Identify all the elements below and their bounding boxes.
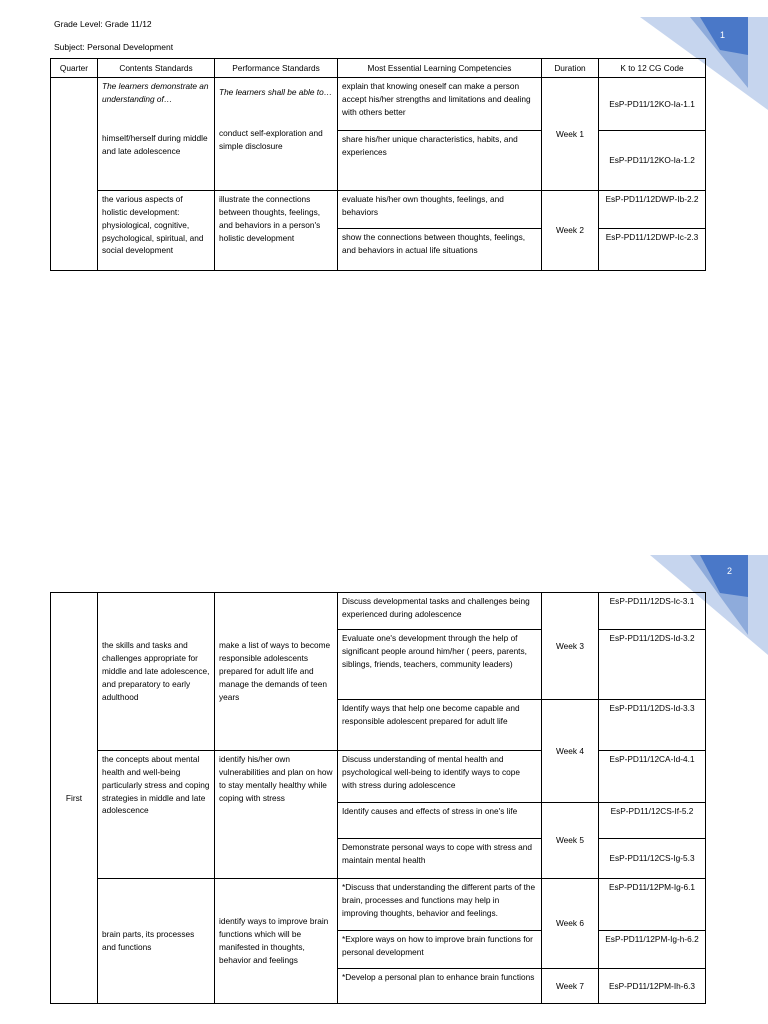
competency: explain that knowing oneself can make a person accept his/her strengths and limitations and dealing with others better bbox=[338, 78, 542, 131]
duration: Week 4 bbox=[542, 700, 599, 803]
content-standard: himself/herself during middle and late adolescence bbox=[102, 132, 208, 156]
performance-standard: identify ways to improve brain functions which will be manifested in thoughts, behavior and feelings bbox=[215, 879, 338, 1004]
cg-code: EsP-PD11/12CA-Id-4.1 bbox=[599, 751, 706, 803]
performance-standard-cell bbox=[215, 78, 338, 191]
competency: *Explore ways on how to improve brain functions for personal development bbox=[338, 931, 542, 969]
duration: Week 2 bbox=[542, 191, 599, 271]
cg-code: EsP-PD11/12KO-Ia-1.2 bbox=[599, 131, 706, 191]
competency: Discuss developmental tasks and challenges being experienced during adolescence bbox=[338, 593, 542, 630]
competency: Evaluate one's development through the help of significant people around him/her ( peers, parents, siblings, friends, teachers, community leaders) bbox=[338, 630, 542, 700]
grade-level: Grade Level: Grade 11/12 bbox=[54, 19, 152, 29]
competency: show the connections between thoughts, feelings, and behaviors in actual life situations bbox=[338, 229, 542, 271]
cg-code: EsP-PD11/12PM-Ig-6.1 bbox=[599, 879, 706, 931]
subject: Subject: Personal Development bbox=[54, 42, 174, 52]
table-row bbox=[51, 879, 706, 931]
table-row bbox=[51, 78, 706, 131]
performance-intro: The learners shall be able to… bbox=[219, 87, 332, 97]
header-duration: Duration bbox=[542, 59, 599, 78]
cg-code: EsP-PD11/12KO-Ia-1.1 bbox=[599, 78, 706, 131]
table-row bbox=[51, 593, 706, 630]
content-standard-cell bbox=[98, 78, 215, 191]
performance-standard: identify his/her own vulnerabilities and plan on how to stay mentally healthy while coping with stress bbox=[215, 751, 338, 879]
competency: Identify causes and effects of stress in one's life bbox=[338, 803, 542, 839]
curriculum-table-page-1 bbox=[50, 58, 706, 271]
header-quarter: Quarter bbox=[51, 59, 98, 78]
table-row bbox=[51, 751, 706, 803]
cg-code: EsP-PD11/12CS-If-5.2 bbox=[599, 803, 706, 839]
header-contents-standards: Contents Standards bbox=[98, 59, 215, 78]
quarter-cell bbox=[51, 78, 98, 271]
duration: Week 1 bbox=[542, 78, 599, 191]
content-standard: the various aspects of holistic development: physiological, cognitive, psychological, spiritual, and social development bbox=[98, 191, 215, 271]
competency: *Develop a personal plan to enhance brain functions bbox=[338, 969, 542, 1004]
page-number: 2 bbox=[727, 566, 733, 576]
cg-code: EsP-PD11/12PM-Ig-h-6.2 bbox=[599, 931, 706, 969]
duration: Week 5 bbox=[542, 803, 599, 879]
competency: evaluate his/her own thoughts, feelings, and behaviors bbox=[338, 191, 542, 229]
cg-code: EsP-PD11/12DS-Id-3.2 bbox=[599, 630, 706, 700]
header-competencies: Most Essential Learning Competencies bbox=[338, 59, 542, 78]
content-standard: the skills and tasks and challenges appropriate for middle and late adolescence, and preparatory to early adulthood bbox=[98, 593, 215, 751]
duration: Week 6 bbox=[542, 879, 599, 969]
performance-standard: make a list of ways to become responsible adolescents prepared for adult life and manage the demands of teen years bbox=[215, 593, 338, 751]
table-row bbox=[51, 191, 706, 229]
header-performance-standards: Performance Standards bbox=[215, 59, 338, 78]
cg-code: EsP-PD11/12DS-Ic-3.1 bbox=[599, 593, 706, 630]
header-cg-code: K to 12 CG Code bbox=[599, 59, 706, 78]
content-standard: the concepts about mental health and well-being particularly stress and coping strategies in middle and late adolescence bbox=[98, 751, 215, 879]
performance-standard: illustrate the connections between thoughts, feelings, and behaviors in a person's holistic development bbox=[215, 191, 338, 271]
performance-standard: conduct self-exploration and simple disclosure bbox=[219, 127, 323, 151]
cg-code: EsP-PD11/12DS-Id-3.3 bbox=[599, 700, 706, 751]
competency: Discuss understanding of mental health and psychological well-being to identify ways to cope with stress during adolescence bbox=[338, 751, 542, 803]
competency: Demonstrate personal ways to cope with stress and maintain mental health bbox=[338, 839, 542, 879]
content-standard: brain parts, its processes and functions bbox=[98, 879, 215, 1004]
curriculum-table-page-2 bbox=[50, 592, 706, 1004]
duration: Week 7 bbox=[542, 969, 599, 1004]
cg-code: EsP-PD11/12PM-Ih-6.3 bbox=[599, 969, 706, 1004]
competency: share his/her unique characteristics, habits, and experiences bbox=[338, 131, 542, 191]
quarter-cell: First bbox=[51, 593, 98, 1004]
content-intro: The learners demonstrate an understanding of… bbox=[102, 81, 209, 104]
cg-code: EsP-PD11/12DWP-Ic-2.3 bbox=[599, 229, 706, 271]
cg-code: EsP-PD11/12DWP-Ib-2.2 bbox=[599, 191, 706, 229]
competency: Identify ways that help one become capable and responsible adolescent prepared for adult life bbox=[338, 700, 542, 751]
page-number: 1 bbox=[720, 30, 726, 40]
duration: Week 3 bbox=[542, 593, 599, 700]
competency: *Discuss that understanding the different parts of the brain, processes and functions may help in improving thoughts, behavior and feelings. bbox=[338, 879, 542, 931]
table-header-row bbox=[51, 59, 706, 78]
cg-code: EsP-PD11/12CS-Ig-5.3 bbox=[599, 839, 706, 879]
